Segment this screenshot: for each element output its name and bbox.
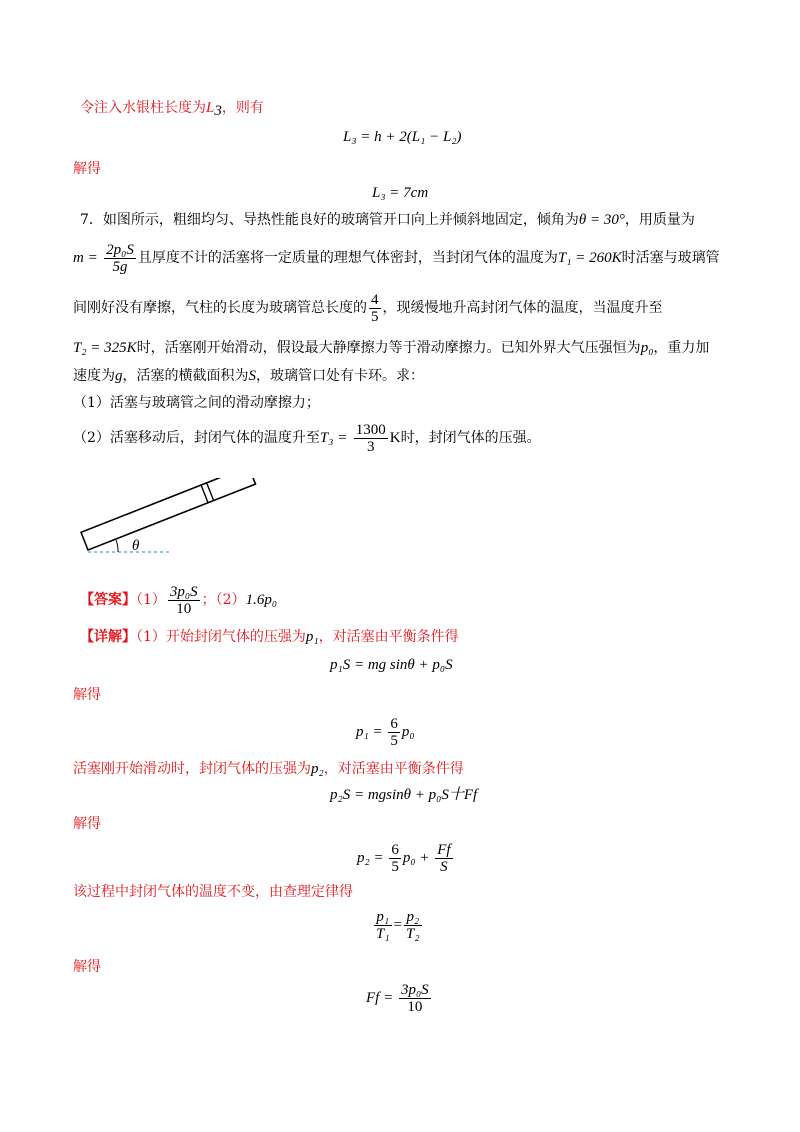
answer-part-1: （1） <box>136 592 166 608</box>
detail-line-3: 该过程中封闭气体的温度不变，由查理定律得 <box>73 884 353 900</box>
problem-line-5 <box>73 367 424 385</box>
detail-line-1 <box>80 628 459 646</box>
answer-line <box>80 580 277 620</box>
friction-result-left: Ff = <box>366 990 394 1006</box>
problem-angle: θ = 30° <box>578 212 625 228</box>
problem-line-3-text: 间刚好没有摩擦，气柱的长度为玻璃管总长度的 <box>73 300 367 316</box>
p1-result-num: 6 <box>390 716 398 733</box>
problem-line-4-tail: ，重力加 <box>653 340 710 356</box>
solve-label-1: 解得 <box>73 687 101 703</box>
p1-result-fraction <box>388 716 400 749</box>
equals-sign: = <box>393 917 403 933</box>
detail-line-2 <box>73 760 464 778</box>
problem-line-4-text: 时，活塞刚开始滑动，假设最大静摩擦力等于滑动摩擦力。已知外界大气压强恒为 <box>136 340 641 356</box>
friction-result-fraction <box>399 982 431 1015</box>
temperature-t3: T₃ = <box>319 430 348 446</box>
prev-solve-label: 解得 <box>73 161 101 177</box>
detail-line-1-tail: ，对活塞由平衡条件得 <box>318 629 459 645</box>
problem-number: 7． <box>80 212 103 228</box>
friction-result-den: 10 <box>407 999 423 1016</box>
question-1: （1）活塞与玻璃管之间的滑动摩擦力； <box>73 395 320 411</box>
piston-left <box>201 485 208 503</box>
t3-unit: K <box>389 430 401 446</box>
p2-symbol: p₂ <box>311 761 324 777</box>
angle-label: θ <box>132 538 140 554</box>
mass-fraction-den: 5g <box>112 258 128 275</box>
friction-over-area-num: Ff <box>437 842 451 859</box>
answer-1-num: 3p₀S <box>169 583 198 600</box>
p1-over-t1-num: p₁ <box>374 909 392 926</box>
t3-fraction <box>354 422 388 455</box>
p2-over-t2 <box>404 909 422 942</box>
glass-tube <box>81 478 255 550</box>
answer-separator: ； <box>201 592 216 608</box>
p1-result-den: 5 <box>390 733 398 750</box>
answer-part-2: （2） <box>215 592 246 608</box>
answer-label: 【答案】 <box>80 592 136 608</box>
prev-intro-tail: ，则有 <box>221 100 264 116</box>
answer-1-den: 10 <box>176 600 192 617</box>
p2-result-left: p₂ = <box>357 850 384 866</box>
p1-result-left: p₁ = <box>356 724 383 740</box>
p1-result <box>356 712 415 752</box>
problem-line-5-text: 速度为 <box>73 368 115 384</box>
p2-result <box>357 838 455 878</box>
problem-line-3-tail: ，现缓慢地升高封闭气体的温度，当温度升至 <box>382 300 663 316</box>
mass-fraction-num: 2p₀S <box>106 241 134 258</box>
angle-arc <box>116 540 118 552</box>
temperature-t2: T₂ = 325K <box>73 340 137 356</box>
equilibrium-equation-2: p₂S = mgsinθ + p₀S十Ff <box>330 787 478 803</box>
solve-label-3: 解得 <box>73 959 101 975</box>
prev-result: L₃ = 7cm <box>372 185 429 201</box>
p2-result-fraction <box>389 842 401 875</box>
length-fraction <box>369 292 381 325</box>
t3-fraction-num: 1300 <box>355 421 386 438</box>
t3-fraction-den: 3 <box>367 438 375 455</box>
p2-result-den: 5 <box>391 859 399 876</box>
answer-2-value: 1.6p₀ <box>245 592 278 608</box>
piston-right <box>207 483 214 501</box>
detail-label: 【详解】 <box>80 629 136 645</box>
p1-over-t1 <box>374 909 392 942</box>
problem-line-2-text: 且厚度不计的活塞将一定质量的理想气体密封，当封闭气体的温度为 <box>137 250 558 266</box>
gravity-symbol: g <box>115 368 123 384</box>
temperature-t1: T₁ = 260K <box>557 250 622 266</box>
problem-line-5-tail: ，玻璃管口处有卡环。求： <box>256 368 424 384</box>
p2-over-t2-num: p₂ <box>404 909 422 926</box>
p1-over-t1-den: T₁ <box>376 926 390 943</box>
detail-line-2-text: 活塞刚开始滑动时，封闭气体的压强为 <box>73 761 311 777</box>
charles-law-equation <box>372 905 424 945</box>
answer-1-fraction <box>168 584 200 617</box>
tube-diagram <box>80 478 270 560</box>
problem-line-5-mid: ，活塞的横截面积为 <box>122 368 249 384</box>
length-fraction-num: 4 <box>371 291 379 308</box>
p2-over-t2-den: T₂ <box>406 926 420 943</box>
prev-intro-sub: 3 <box>214 103 222 119</box>
detail-line-2-tail: ，对活塞由平衡条件得 <box>323 761 464 777</box>
problem-line-1 <box>80 211 695 229</box>
prev-intro <box>80 99 264 117</box>
friction-result <box>366 978 433 1018</box>
prev-intro-var: L <box>206 100 215 116</box>
solve-label-2: 解得 <box>73 816 101 832</box>
mass-symbol: m = <box>73 250 98 266</box>
equilibrium-equation-1: p₁S = mg sinθ + p₀S <box>330 657 453 673</box>
p2-result-num: 6 <box>391 842 399 859</box>
problem-line-2 <box>73 238 720 278</box>
problem-line-3 <box>73 288 663 328</box>
friction-over-area-den: S <box>440 859 448 876</box>
question-2-tail: 时，封闭气体的压强。 <box>400 430 541 446</box>
length-fraction-den: 5 <box>371 308 379 325</box>
problem-line-1-text: 如图所示，粗细均匀、导热性能良好的玻璃管开口向上并倾斜地固定，倾角为 <box>102 212 579 228</box>
problem-line-4 <box>73 339 709 357</box>
mass-fraction <box>104 242 136 275</box>
problem-line-1-tail: ，用质量为 <box>624 212 695 228</box>
question-2 <box>73 418 541 458</box>
area-symbol: S <box>248 368 256 384</box>
question-2-text: （2）活塞移动后，封闭气体的温度升至 <box>73 430 320 446</box>
problem-line-2-tail: 时活塞与玻璃管 <box>621 250 720 266</box>
p2-result-mid: p₀ + <box>402 850 430 866</box>
atmospheric-pressure-symbol: p₀ <box>640 340 654 356</box>
prev-equation: L₃ = h + 2(L₁ − L₂) <box>343 129 462 145</box>
p1-result-right: p₀ <box>401 724 415 740</box>
p1-symbol: p₁ <box>305 629 319 645</box>
prev-intro-text: 令注入水银柱长度为 <box>80 100 206 116</box>
detail-line-1-text: （1）开始封闭气体的压强为 <box>136 629 306 645</box>
friction-result-num: 3p₀S <box>400 982 429 999</box>
friction-over-area <box>435 842 452 875</box>
